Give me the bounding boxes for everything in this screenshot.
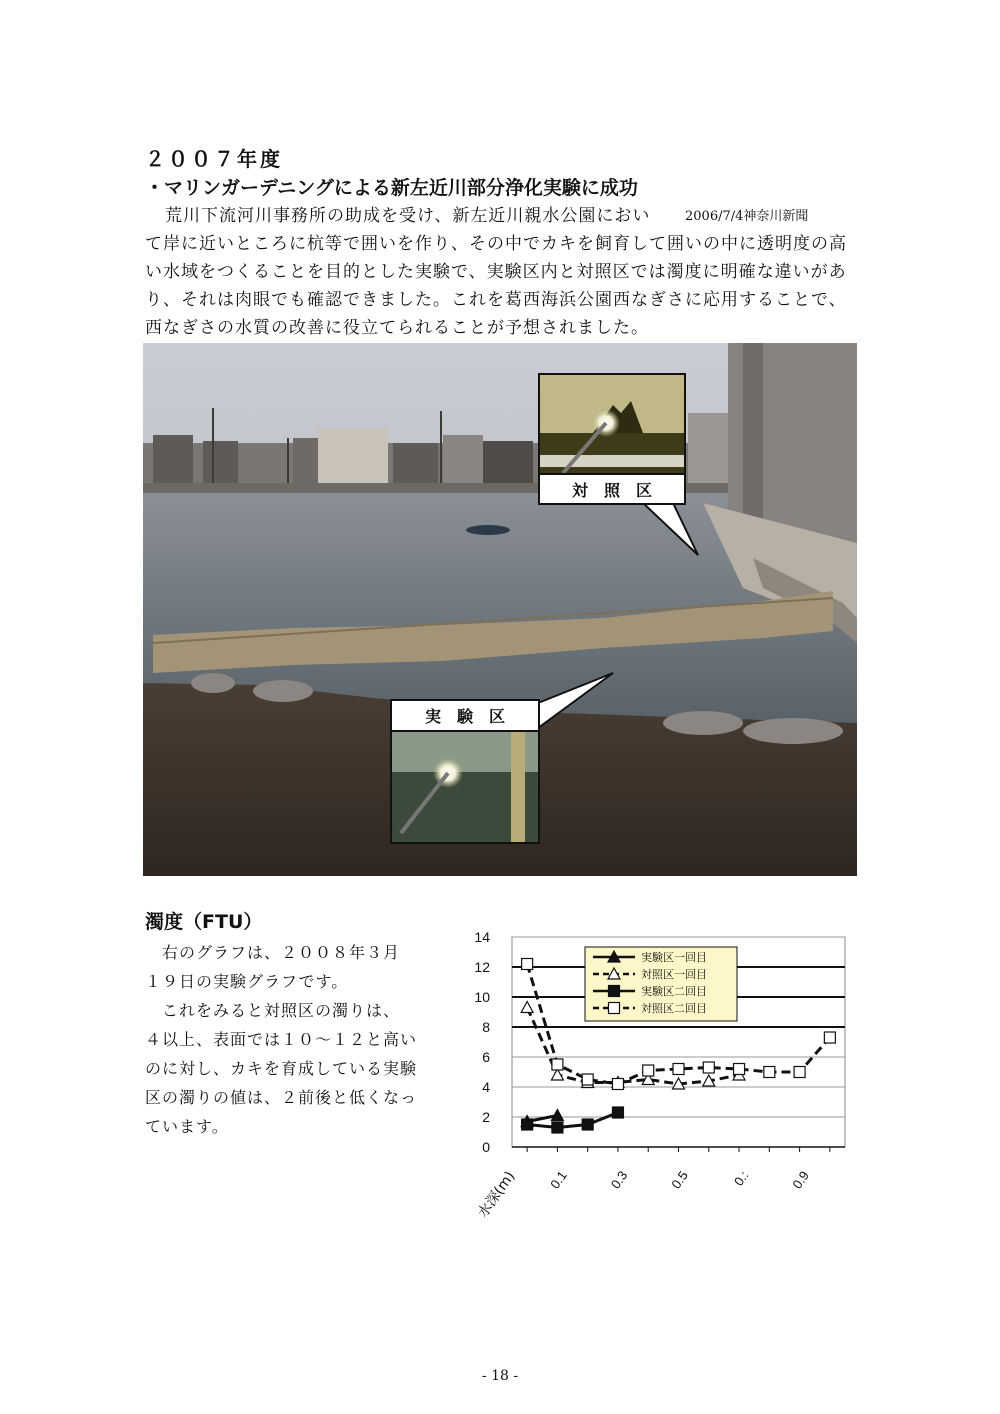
data-point — [552, 1122, 563, 1133]
chart-legend — [585, 947, 737, 1021]
data-point — [522, 959, 533, 970]
data-point — [612, 1079, 623, 1090]
experiment-site-photo — [143, 343, 857, 876]
page-number: - 18 - — [481, 1368, 519, 1384]
data-point — [673, 1064, 684, 1075]
paragraph-line: て岸に近いところに杭等で囲いを作り、その中でカキを飼育して囲いの中に透明度の高 — [145, 234, 847, 254]
paragraph-line: 右のグラフは、２００８年３月 — [145, 943, 401, 962]
control-area-label: 対 照 区 — [571, 481, 653, 500]
paragraph-line: 区の濁りの値は、２前後と低くなっ — [145, 1088, 418, 1107]
turbidity-paragraph — [145, 938, 435, 1141]
data-point — [522, 1119, 533, 1130]
paragraph-line: １９日の実験グラフです。 — [145, 972, 349, 991]
data-point — [764, 1067, 775, 1078]
legend-label: 対照区二回目 — [641, 1002, 707, 1015]
source-note: 2006/7/4神奈川新聞 — [685, 209, 809, 224]
paragraph-line: これをみると対照区の濁りは、 — [145, 1001, 401, 1020]
legend-label: 対照区一回目 — [641, 968, 707, 981]
paragraph-body — [145, 230, 865, 342]
paragraph-line: 西なぎさの水質の改善に役立てられることが予想されました。 — [145, 318, 649, 338]
y-tick-label: 14 — [474, 929, 490, 945]
data-point — [824, 1032, 835, 1043]
y-tick-label: 10 — [474, 989, 490, 1005]
legend-label: 実験区二回目 — [641, 985, 707, 998]
paragraph-line: のに対し、カキを育成している実験 — [145, 1059, 418, 1078]
x-tick-label: 0.5 — [668, 1168, 691, 1192]
x-tick-label: 0.9 — [789, 1168, 813, 1192]
legend-label: 実験区一回目 — [641, 951, 707, 964]
data-point — [552, 1059, 563, 1070]
paragraph-line: ４以上、表面では１０～１２と高い — [145, 1030, 418, 1049]
turbidity-chart — [460, 925, 860, 1245]
paragraph-line: ています。 — [145, 1117, 229, 1136]
y-tick-label: 4 — [482, 1079, 490, 1095]
data-point — [609, 1003, 620, 1014]
turbidity-heading: 濁度（FTU） — [145, 911, 263, 933]
data-point — [609, 986, 620, 997]
x-tick-label: 0.1 — [547, 1168, 570, 1192]
data-point — [612, 1107, 623, 1118]
data-point — [703, 1062, 714, 1073]
paragraph-first-line: 荒川下流河川事務所の助成を受け、新左近川親水公園におい — [165, 206, 651, 226]
data-point — [582, 1119, 593, 1130]
data-point — [794, 1067, 805, 1078]
x-axis-label: 水深(m) — [475, 1168, 519, 1221]
section-heading-topic: ・マリンガーデニングによる新左近川部分浄化実験に成功 — [145, 177, 638, 199]
y-tick-label: 0 — [482, 1139, 490, 1155]
paragraph-line: い水域をつくることを目的とした実験で、実験区内と対照区では濁度に明確な違いがあ — [145, 262, 847, 282]
data-point — [582, 1074, 593, 1085]
experiment-area-label: 実 験 区 — [424, 707, 506, 726]
y-tick-label: 2 — [482, 1109, 490, 1125]
x-tick-label: 0.: — [730, 1168, 752, 1189]
section-heading-year: ２００７年度 — [145, 147, 283, 171]
y-tick-label: 6 — [482, 1049, 490, 1065]
x-tick-label: 0.3 — [607, 1168, 631, 1192]
y-tick-label: 12 — [474, 959, 490, 975]
y-tick-label: 8 — [482, 1019, 490, 1035]
data-point — [643, 1065, 654, 1076]
floating-buoy — [466, 525, 510, 535]
data-point — [734, 1064, 745, 1075]
paragraph-line: り、それは肉眼でも確認できました。これを葛西海浜公園西なぎさに応用することで、 — [145, 290, 847, 310]
